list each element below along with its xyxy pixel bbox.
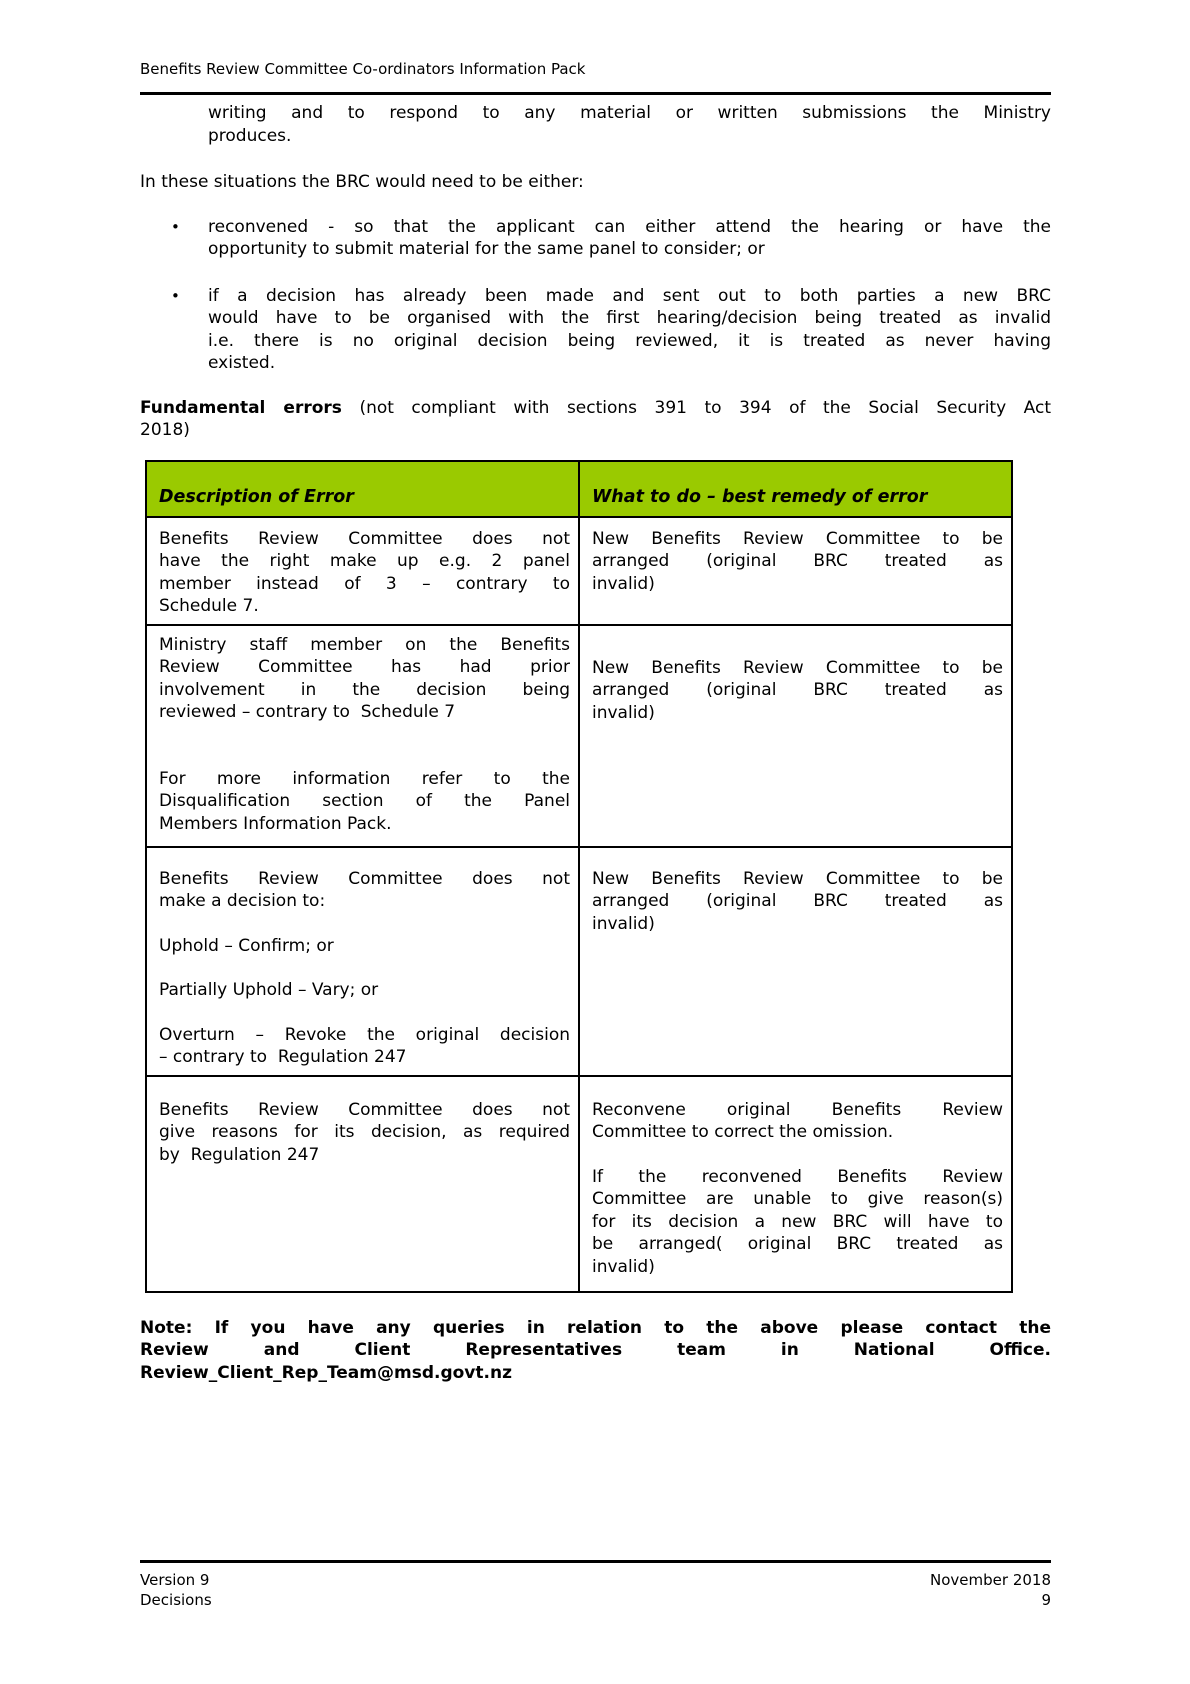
lead-paragraph xyxy=(140,171,1051,194)
contact-email: Review_Client_Rep_Team@msd.govt.nz xyxy=(140,1362,512,1383)
text-line: member instead of 3 – contrary to xyxy=(159,573,570,594)
cell-paragraph xyxy=(592,528,1003,596)
text-line: Ministry staff member on the Benefits xyxy=(159,634,570,655)
text-line: produces. xyxy=(208,125,292,146)
cell-paragraph xyxy=(592,1099,1003,1144)
fundamental-errors-rest: (not compliant with sections 391 to 394 of the Social Security Act xyxy=(359,397,1052,418)
text-line: invalid) xyxy=(592,702,655,723)
remedy-cell xyxy=(579,625,1012,847)
footer-page-number: 9 xyxy=(1041,1591,1051,1609)
cell-paragraph xyxy=(592,868,1003,936)
cell-paragraph xyxy=(159,768,570,836)
text-line: – contrary to Regulation 247 xyxy=(159,1047,407,1067)
running-header xyxy=(140,60,1051,95)
cell-paragraph xyxy=(159,634,570,724)
text-line: be arranged( original BRC treated as xyxy=(592,1234,1003,1254)
text-line: arranged (original BRC treated as xyxy=(592,680,1003,700)
table-header-row xyxy=(146,461,1012,517)
text-line: reconvened - so that the applicant can either attend the hearing or have the xyxy=(208,216,1051,237)
text-line: New Benefits Review Committee to be xyxy=(592,528,1003,549)
text-line: Benefits Review Committee does not xyxy=(159,1099,570,1120)
text-line: If the reconvened Benefits Review xyxy=(592,1166,1003,1187)
text-line: would have to be organised with the first hearing/decision being treated as invalid xyxy=(208,308,1051,328)
text-line: arranged (original BRC treated as xyxy=(592,891,1003,911)
text-line: Members Information Pack. xyxy=(159,813,392,834)
text-line: New Benefits Review Committee to be xyxy=(592,657,1003,678)
footer-section: Decisions xyxy=(140,1591,212,1609)
text-line: writing and to respond to any material or written submissions the Ministry xyxy=(208,103,1051,123)
text-line: 2018) xyxy=(140,420,190,440)
text-line: for its decision a new BRC will have to xyxy=(592,1211,1003,1232)
text-line: invalid) xyxy=(592,1256,655,1277)
text-line: reviewed – contrary to Schedule 7 xyxy=(159,702,456,722)
header-rule xyxy=(140,92,1051,95)
cell-paragraph xyxy=(159,1099,570,1167)
fundamental-errors-label: Fundamental errors xyxy=(140,397,342,418)
cell-paragraph xyxy=(159,528,570,618)
text-line: invalid) xyxy=(592,573,655,594)
table-row xyxy=(146,517,1012,625)
text-line: Benefits Review Committee does not xyxy=(159,868,570,889)
cell-paragraph xyxy=(159,1024,570,1069)
text-line: arranged (original BRC treated as xyxy=(592,551,1003,571)
footer-date: November 2018 xyxy=(930,1571,1051,1589)
text-line: Review and Client Representatives team in National Office. xyxy=(140,1340,1051,1360)
text-line: Disqualification section of the Panel xyxy=(159,791,570,811)
page-footer xyxy=(140,1560,1051,1610)
text-line: give reasons for its decision, as required xyxy=(159,1122,570,1142)
running-header-title: Benefits Review Committee Co-ordinators Information Pack xyxy=(140,60,586,78)
note-paragraph xyxy=(140,1317,1051,1385)
cell-paragraph xyxy=(159,979,570,1002)
error-cell xyxy=(146,517,579,625)
text-line: have the right make up e.g. 2 panel xyxy=(159,551,570,571)
errors-table xyxy=(145,460,1013,1293)
text-line: Note: If you have any queries in relation to the above please contact the xyxy=(140,1317,1051,1338)
text-line: invalid) xyxy=(592,913,655,934)
error-cell xyxy=(146,625,579,847)
table-header-cell: What to do – best remedy of error xyxy=(579,461,1012,517)
text-line: Reconvene original Benefits Review xyxy=(592,1099,1003,1120)
text-line: Benefits Review Committee does not xyxy=(159,528,570,549)
text-line: Uphold – Confirm; or xyxy=(159,935,334,956)
text-line xyxy=(140,397,1051,420)
text-line: In these situations the BRC would need to be either: xyxy=(140,172,584,192)
cell-paragraph xyxy=(159,868,570,913)
table-row xyxy=(146,847,1012,1076)
table-row xyxy=(146,625,1012,847)
cell-paragraph xyxy=(592,1166,1003,1279)
text-line: existed. xyxy=(208,353,276,373)
continuation-paragraph xyxy=(140,102,1051,147)
text-line: Schedule 7. xyxy=(159,596,259,616)
footer-rule xyxy=(140,1560,1051,1563)
text-line: if a decision has already been made and sent out to both parties a new BRC xyxy=(208,285,1051,306)
text-line: For more information refer to the xyxy=(159,768,570,789)
remedy-cell xyxy=(579,517,1012,625)
remedy-cell xyxy=(579,847,1012,1076)
footer-version: Version 9 xyxy=(140,1571,210,1589)
bullet-icon: • xyxy=(171,286,180,305)
bullet-item xyxy=(140,216,1051,261)
text-line: Committee to correct the omission. xyxy=(592,1122,894,1142)
error-cell xyxy=(146,1076,579,1292)
text-line: Partially Uphold – Vary; or xyxy=(159,980,379,1000)
text-line: make a decision to: xyxy=(159,891,326,911)
text-line: opportunity to submit material for the same panel to consider; or xyxy=(208,239,765,259)
cell-paragraph xyxy=(159,935,570,958)
text-line: by Regulation 247 xyxy=(159,1144,320,1165)
text-line: Overturn – Revoke the original decision xyxy=(159,1024,570,1045)
bullet-icon: • xyxy=(171,217,180,236)
text-line: New Benefits Review Committee to be xyxy=(592,868,1003,889)
cell-paragraph xyxy=(592,657,1003,725)
remedy-cell xyxy=(579,1076,1012,1292)
text-line: i.e. there is no original decision being reviewed, it is treated as never having xyxy=(208,330,1051,351)
table-header-cell: Description of Error xyxy=(146,461,579,517)
bullet-item xyxy=(140,285,1051,375)
bullet-list xyxy=(140,216,1051,375)
text-line: involvement in the decision being xyxy=(159,679,570,700)
text-line: Committee are unable to give reason(s) xyxy=(592,1189,1003,1209)
error-cell xyxy=(146,847,579,1076)
text-line: Review Committee has had prior xyxy=(159,657,570,677)
table-row xyxy=(146,1076,1012,1292)
fundamental-errors-heading xyxy=(140,397,1051,442)
